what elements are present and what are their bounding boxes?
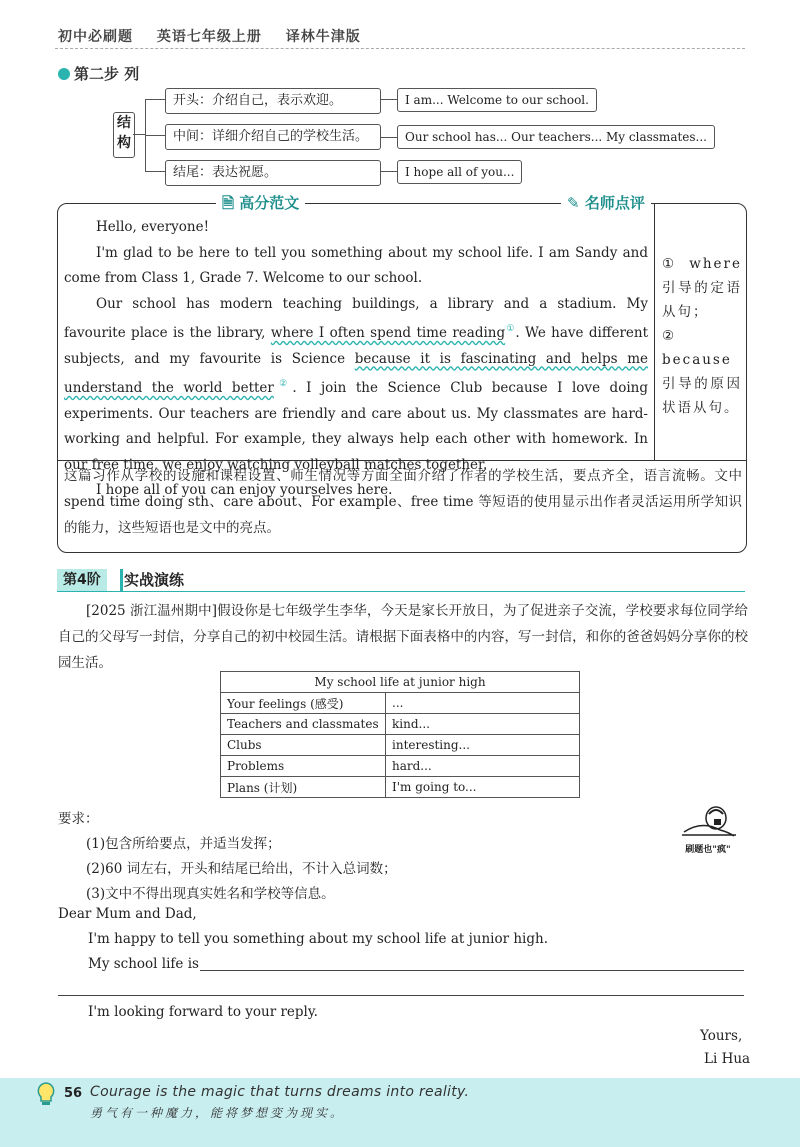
underlined-clause-1: where I often spend time reading	[270, 325, 506, 341]
requirements-label: 要求：	[58, 811, 99, 827]
requirement-3: (3)文中不得出现真实姓名和学校等信息。	[86, 886, 335, 902]
connector	[145, 99, 165, 100]
step-title: 第二步 列	[74, 65, 140, 83]
subject-title: 英语七年级上册	[156, 29, 262, 45]
table-title-row	[221, 672, 580, 693]
structure-part-3: 结尾：表达祝愿。	[165, 160, 381, 186]
structure-example-2: Our school has... Our teachers... My classmates...	[397, 125, 715, 149]
edition-title: 译林牛津版	[285, 29, 361, 45]
section-title: 实战演练	[124, 571, 185, 589]
table-cell-key: Your feelings (感受)	[221, 693, 386, 714]
table-row	[221, 693, 580, 714]
structure-part-1: 开头：介绍自己，表示欢迎。	[165, 88, 381, 114]
lightbulb-icon	[34, 1080, 58, 1114]
comment-divider	[654, 203, 655, 460]
table-cell-value: kind...	[386, 714, 580, 735]
requirement-1: (1)包含所给要点，并适当发挥；	[86, 836, 281, 852]
comment-1: ①where 引导的定语从句；	[662, 256, 742, 320]
structure-label: 结构	[113, 112, 135, 158]
content-table	[220, 671, 580, 798]
table-cell-value: interesting...	[386, 735, 580, 756]
structure-example-1: I am... Welcome to our school.	[397, 88, 597, 112]
step-heading	[58, 63, 139, 84]
running-header	[58, 26, 379, 46]
table-cell-value: hard...	[386, 756, 580, 777]
footer-quote-zh: 勇气有一种魔力，能将梦想变为现实。	[90, 1106, 346, 1120]
answer-line[interactable]	[200, 970, 744, 971]
book-title: 初中必刷题	[58, 29, 133, 45]
underlined-clause-2: because it is fascinating and helps me understand the world better	[64, 350, 648, 396]
comment-tab	[561, 192, 651, 213]
table-cell-key: Plans (计划)	[221, 777, 386, 798]
table-cell-key: Clubs	[221, 735, 386, 756]
header-rule	[55, 48, 745, 49]
arrow	[381, 137, 397, 138]
table-row	[221, 756, 580, 777]
requirement-2: (2)60 词左右，开头和结尾已给出，不计入总词数；	[86, 861, 397, 877]
comment-tab-label: 名师点评	[584, 194, 645, 212]
arrow	[381, 171, 397, 172]
essay-paragraph-1: I'm glad to be here to tell you something about my school life. I am Sandy and come from Class 1, Grade 7. Welcome to our school.	[64, 244, 648, 286]
footer-quote-en: Courage is the magic that turns dreams into reality.	[90, 1084, 470, 1100]
letter-closing: I'm looking forward to your reply.	[88, 1004, 318, 1020]
section-number: 第4阶	[57, 569, 107, 591]
note-marker-1: ①	[505, 324, 516, 334]
mascot-drawing-icon	[676, 802, 740, 838]
table-row	[221, 777, 580, 798]
model-essay	[64, 215, 648, 504]
table-row	[221, 714, 580, 735]
section-bar	[120, 569, 123, 591]
page-number: 56	[64, 1086, 83, 1101]
connector	[133, 134, 145, 135]
structure-example-3: I hope all of you...	[397, 160, 522, 184]
task-source: [2025 浙江温州期中]	[86, 603, 217, 619]
task-text: 假设你是七年级学生李华，今天是家长开放日，为了促进亲子交流，学校要求每位同学给自己的父母写一封信，分享自己的初中校园生活。请根据下面表格中的内容，写一封信，和你的爸爸妈妈分享你的校园生活。	[58, 603, 749, 671]
essay-tab-label: 高分范文	[239, 194, 300, 212]
pencil-icon: ✎	[567, 194, 580, 212]
essay-closing: I hope all of you can enjoy yourselves here.	[96, 482, 393, 498]
arrow	[381, 99, 397, 100]
table-cell-key: Problems	[221, 756, 386, 777]
essay-summary: 这篇习作从学校的设施和课程设置、师生情况等方面全面介绍了作者的学校生活，要点齐全，语言流畅。文中 spend time doing sth、care about、For example、free time 等短语的使用显示出作者灵活运用所学知识的能力，这些短语也是文中的亮点。	[64, 468, 742, 536]
requirements	[58, 807, 397, 907]
comment-2: ② because 引导的原因状语从句。	[662, 328, 742, 416]
letter-signoff: Yours,	[700, 1028, 743, 1044]
step-bullet-icon	[58, 68, 70, 80]
essay-greeting: Hello, everyone!	[96, 219, 210, 235]
note-marker-2: ②	[273, 379, 293, 389]
connector	[145, 171, 165, 172]
answer-line[interactable]	[58, 995, 744, 996]
mascot-caption: 刷题也"疯"	[685, 845, 731, 855]
structure-part-2: 中间：详细介绍自己的学校生活。	[165, 124, 381, 150]
teacher-comments	[662, 252, 742, 420]
connector	[145, 135, 165, 136]
essay-paragraph-2: Our school has modern teaching buildings, a library and a stadium. My favourite place is the library, where I often spend time reading①. We have different subjects, and my favourite is Science because it is fascinating and helps me understand the world better②. I join the Science Club because I love doing experiments. Our teachers are friendly and care about us. My classmates are hard-working and helpful. For example, they always help each other with homework. In our free time, we enjoy watching volleyball matches together.	[64, 295, 649, 473]
mascot	[676, 802, 746, 855]
table-cell-value: ...	[386, 693, 580, 714]
table-title: My school life at junior high	[221, 672, 580, 693]
table-cell-value: I'm going to...	[386, 777, 580, 798]
letter-line-2: My school life is	[88, 956, 199, 972]
writing-task	[58, 598, 748, 676]
table-row	[221, 735, 580, 756]
document-icon: 🗎	[222, 194, 235, 212]
letter-name: Li Hua	[704, 1051, 751, 1067]
letter-salutation: Dear Mum and Dad,	[58, 906, 197, 922]
letter-line-1: I'm happy to tell you something about my school life at junior high.	[88, 931, 548, 947]
table-cell-key: Teachers and classmates	[221, 714, 386, 735]
